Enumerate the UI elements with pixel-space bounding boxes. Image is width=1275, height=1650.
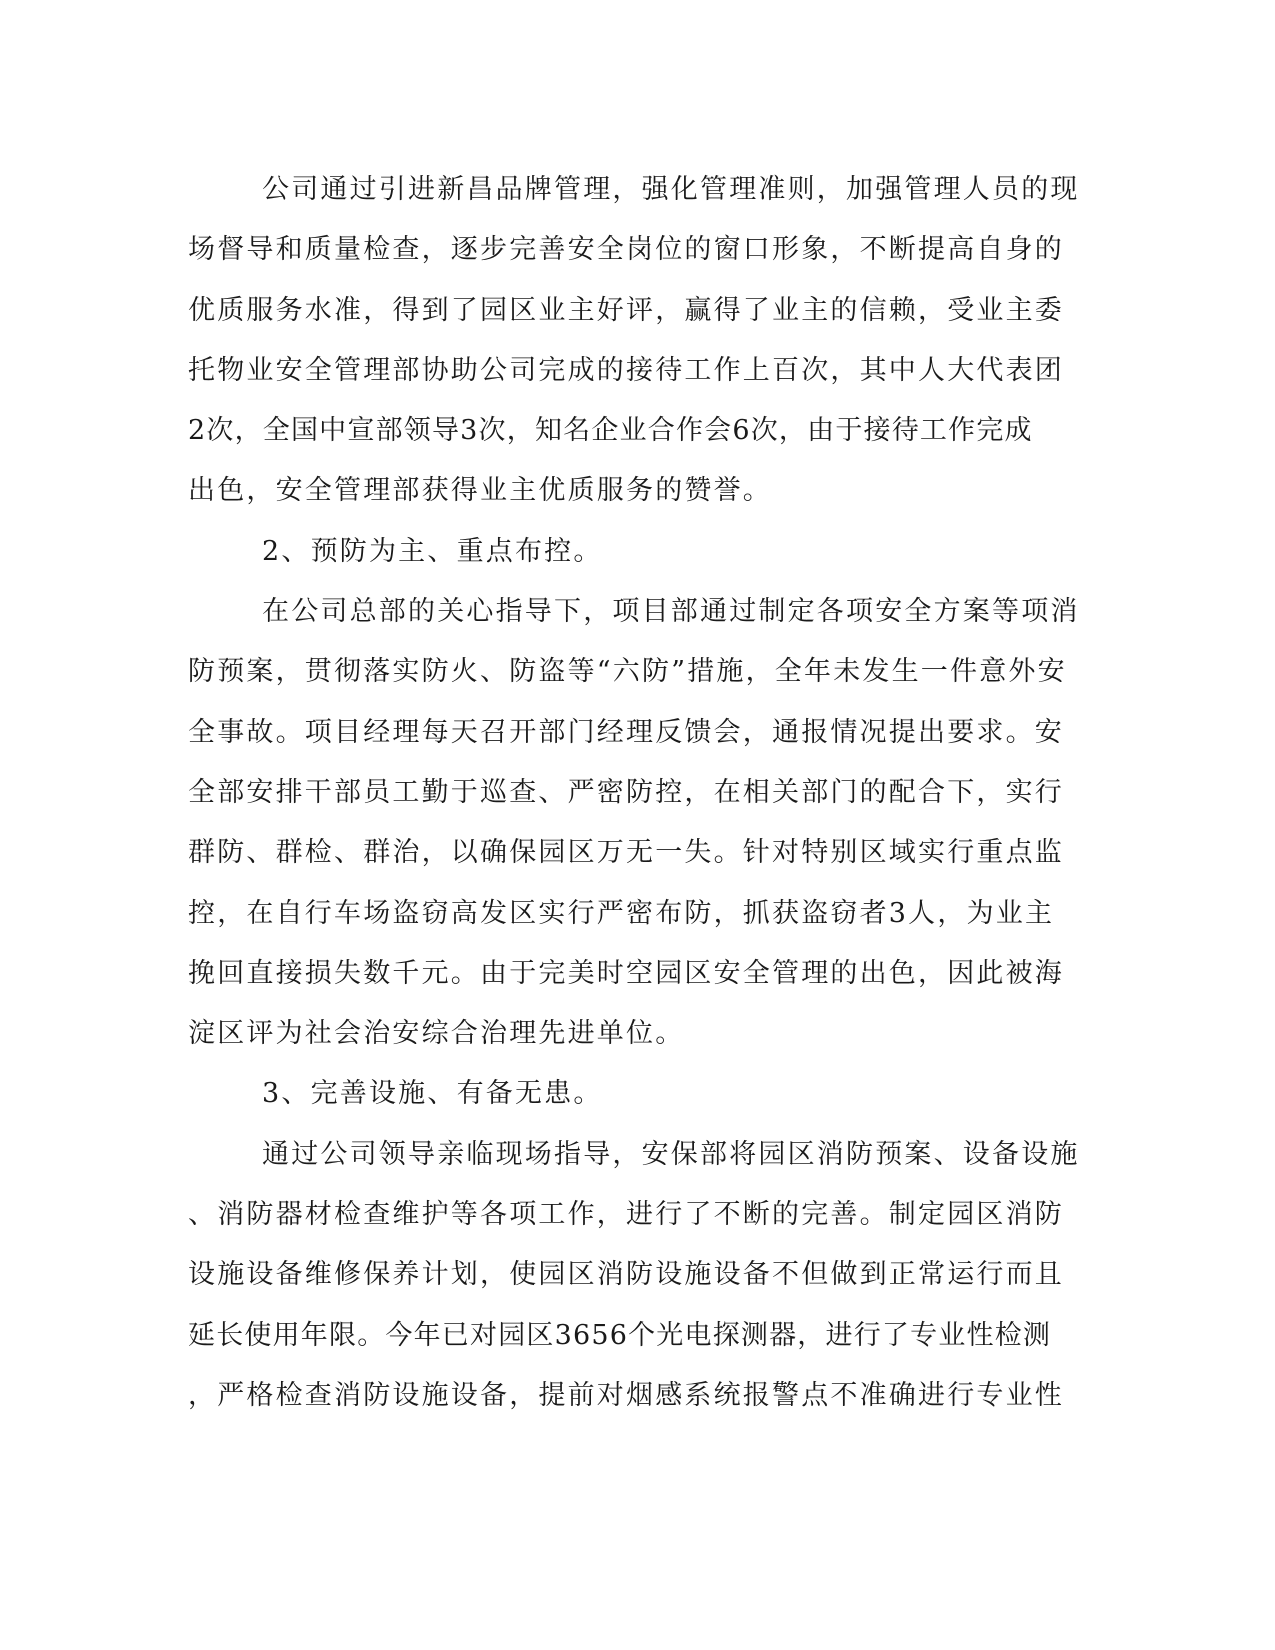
text-line: 延长使用年限。今年已对园区3656个光电探测器，进行了专业性检测: [188, 1319, 1052, 1351]
text-line: 群防、群检、群治，以确保园区万无一失。针对特别区域实行重点监: [188, 837, 1064, 869]
text-line: 通过公司领导亲临现场指导，安保部将园区消防预案、设备设施: [262, 1138, 1080, 1170]
section-heading: 2、预防为主、重点布控。: [262, 535, 603, 567]
text-line: 出色，安全管理部获得业主优质服务的赞誉。: [188, 475, 772, 507]
text-line: 场督导和质量检查，逐步完善安全岗位的窗口形象，不断提高自身的: [188, 234, 1064, 266]
text-line: 控，在自行车场盗窃高发区实行严密布防，抓获盗窃者3人，为业主: [188, 897, 1055, 929]
text-line: 优质服务水准，得到了园区业主好评，赢得了业主的信赖，受业主委: [188, 294, 1064, 326]
text-line: 、消防器材检查维护等各项工作，进行了不断的完善。制定园区消防: [188, 1199, 1064, 1231]
text-line: 公司通过引进新昌品牌管理，强化管理准则，加强管理人员的现: [262, 174, 1080, 205]
text-line: 淀区评为社会治安综合治理先进单位。: [188, 1018, 685, 1050]
text-line: 在公司总部的关心指导下，项目部通过制定各项安全方案等项消: [262, 596, 1080, 628]
section-heading: 3、完善设施、有备无患。: [262, 1078, 603, 1110]
text-line: ，严格检查消防设施设备，提前对烟感系统报警点不准确进行专业性: [188, 1379, 1064, 1411]
text-line: 全事故。项目经理每天召开部门经理反馈会，通报情况提出要求。安: [188, 716, 1064, 748]
body-text: [188, 160, 1080, 1426]
text-line: 挽回直接损失数千元。由于完美时空园区安全管理的出色，因此被海: [188, 957, 1064, 989]
text-line: 托物业安全管理部协助公司完成的接待工作上百次，其中人大代表团: [188, 354, 1064, 386]
text-line: 设施设备维修保养计划，使园区消防设施设备不但做到正常运行而且: [188, 1259, 1064, 1291]
text-line: 防预案，贯彻落实防火、防盗等“六防”措施，全年未发生一件意外安: [188, 656, 1067, 688]
text-line: 全部安排干部员工勤于巡查、严密防控，在相关部门的配合下，实行: [188, 776, 1064, 808]
text-line: 2次，全国中宣部领导3次，知名企业合作会6次，由于接待工作完成: [188, 415, 1033, 447]
